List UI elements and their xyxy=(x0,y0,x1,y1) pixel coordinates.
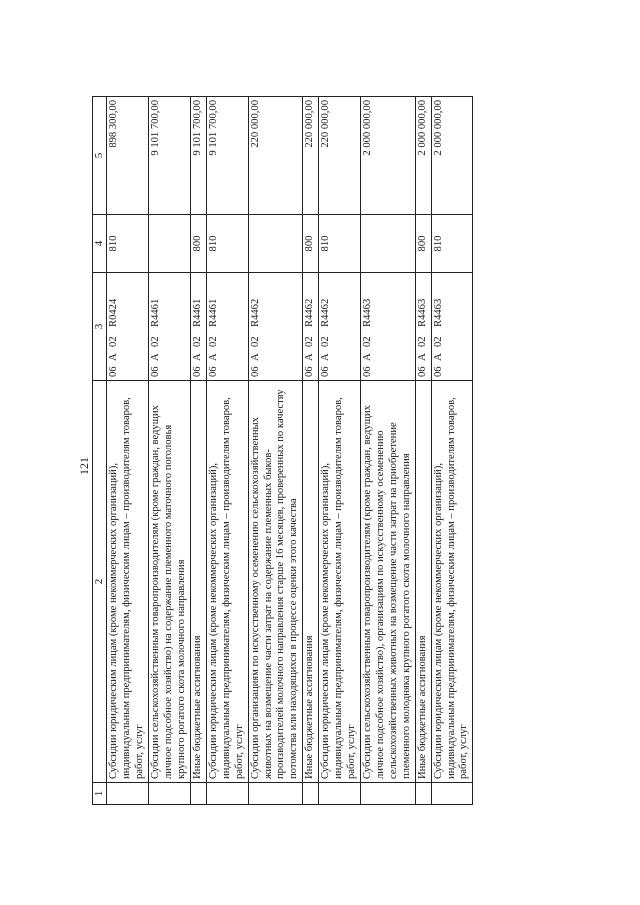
cell-expense-type xyxy=(248,215,303,273)
code-event: 02 xyxy=(320,336,332,347)
code-direction: R4463 xyxy=(416,298,428,327)
header-row xyxy=(93,97,107,805)
cell-expense-type xyxy=(415,215,431,273)
page-number: 121 xyxy=(77,457,91,475)
cell-empty xyxy=(303,783,319,805)
header-col-4: 4 xyxy=(93,215,107,273)
code-event: 02 xyxy=(249,336,261,347)
amount: 9 101 700,00 xyxy=(191,100,203,156)
cell-empty xyxy=(190,783,206,805)
cell-empty xyxy=(319,783,361,805)
amount: 2 000 000,00 xyxy=(432,100,444,156)
amount: 220 000,00 xyxy=(304,100,316,148)
budget-table xyxy=(92,96,473,805)
header-col-3: 3 xyxy=(93,273,107,381)
expense-type: 800 xyxy=(416,235,428,252)
code-program: 06 xyxy=(207,366,219,377)
table-row xyxy=(248,97,303,805)
cell-expense-type xyxy=(319,215,361,273)
code-subprogram: А xyxy=(191,353,203,361)
cell-name xyxy=(206,381,248,783)
cell-code xyxy=(206,273,248,381)
table-row xyxy=(206,97,248,805)
code-program: 06 xyxy=(416,366,428,377)
code-subprogram: А xyxy=(207,353,219,361)
cell-expense-type xyxy=(361,215,416,273)
cell-empty xyxy=(206,783,248,805)
cell-empty xyxy=(361,783,416,805)
code-event: 02 xyxy=(191,336,203,347)
cell-code xyxy=(415,273,431,381)
expense-type: 810 xyxy=(320,235,332,252)
code-program: 06 xyxy=(108,366,120,377)
table-row xyxy=(431,97,473,805)
table-body xyxy=(107,97,473,805)
amount: 898 300,00 xyxy=(108,100,120,148)
table-row xyxy=(303,97,319,805)
code-event: 02 xyxy=(416,336,428,347)
code-direction: R4462 xyxy=(249,298,261,327)
row-name: Субсидии юридическим лицам (кроме некоммерческих организаций), индивидуальным предпринимателям, физическим лицам – производителям товаров, работ, услуг xyxy=(108,397,146,779)
row-name: Иные бюджетные ассигнования xyxy=(304,635,316,779)
code-subprogram: А xyxy=(304,353,316,361)
code-program: 06 xyxy=(150,366,162,377)
cell-empty xyxy=(107,783,149,805)
amount: 220 000,00 xyxy=(320,100,332,148)
cell-amount xyxy=(361,97,416,215)
cell-expense-type xyxy=(107,215,149,273)
cell-expense-type xyxy=(206,215,248,273)
cell-name xyxy=(319,381,361,783)
expense-type: 810 xyxy=(207,235,219,252)
amount: 2 000 000,00 xyxy=(362,100,373,156)
table-row xyxy=(149,97,191,805)
cell-expense-type xyxy=(431,215,473,273)
expense-type: 800 xyxy=(191,235,203,252)
cell-amount xyxy=(303,97,319,215)
code-event: 02 xyxy=(304,336,316,347)
code-subprogram: А xyxy=(150,353,162,361)
cell-name xyxy=(149,381,191,783)
code-event: 02 xyxy=(432,336,444,347)
code-direction: R4462 xyxy=(304,298,316,327)
cell-code xyxy=(248,273,303,381)
row-name: Субсидии юридическим лицам (кроме некоммерческих организаций), индивидуальным предпринимателям, физическим лицам – производителям товаров, работ, услуг xyxy=(320,397,358,779)
cell-empty xyxy=(415,783,431,805)
cell-name xyxy=(415,381,431,783)
code-program: 06 xyxy=(320,366,332,377)
code-direction: R0424 xyxy=(108,298,120,327)
expense-type: 810 xyxy=(108,235,120,252)
cell-empty xyxy=(248,783,303,805)
code-direction: R4461 xyxy=(191,298,203,327)
row-name: Иные бюджетные ассигнования xyxy=(191,635,203,779)
cell-expense-type xyxy=(149,215,191,273)
code-subprogram: А xyxy=(108,353,120,361)
cell-name xyxy=(361,381,416,783)
amount: 9 101 700,00 xyxy=(207,100,219,156)
code-direction: R4463 xyxy=(432,298,444,327)
header-col-2: 2 xyxy=(93,381,107,783)
cell-empty xyxy=(149,783,191,805)
cell-amount xyxy=(319,97,361,215)
header-col-1: 1 xyxy=(93,783,107,805)
code-direction: R4461 xyxy=(207,298,219,327)
amount: 220 000,00 xyxy=(249,100,261,148)
cell-amount xyxy=(190,97,206,215)
cell-name xyxy=(190,381,206,783)
amount: 9 101 700,00 xyxy=(150,100,162,156)
cell-amount xyxy=(415,97,431,215)
row-name: Иные бюджетные ассигнования xyxy=(416,635,428,779)
code-subprogram: А xyxy=(320,353,332,361)
cell-code xyxy=(361,273,416,381)
cell-code xyxy=(190,273,206,381)
table-row xyxy=(190,97,206,805)
row-name: Субсидии юридическим лицам (кроме некоммерческих организаций), индивидуальным предпринимателям, физическим лицам – производителям товаров, работ, услуг xyxy=(432,397,470,779)
table-row xyxy=(361,97,416,805)
header-col-5: 5 xyxy=(93,97,107,215)
expense-type: 800 xyxy=(304,235,316,252)
row-name: Субсидии юридическим лицам (кроме некоммерческих организаций), индивидуальным предпринимателям, физическим лицам – производителям товаров, работ, услуг xyxy=(207,397,245,779)
table-row xyxy=(415,97,431,805)
cell-expense-type xyxy=(303,215,319,273)
cell-code xyxy=(303,273,319,381)
code-subprogram: А xyxy=(432,353,444,361)
cell-amount xyxy=(431,97,473,215)
code-program: 06 xyxy=(362,366,373,377)
code-subprogram: А xyxy=(249,353,261,361)
cell-name xyxy=(303,381,319,783)
row-name: Субсидии организациям по искусственному осеменению сельскохозяйственных животных на возмещение части затрат на содержание племенных быков-производителей молочного направления старше 16 месяцев, проверенных по качеству потомства или находящихся в процессе оценки этого качества xyxy=(249,389,300,779)
code-event: 02 xyxy=(150,336,162,347)
code-direction: R4463 xyxy=(362,298,373,327)
code-direction: R4461 xyxy=(150,298,162,327)
cell-code xyxy=(107,273,149,381)
code-subprogram: А xyxy=(416,353,428,361)
code-event: 02 xyxy=(207,336,219,347)
cell-name xyxy=(107,381,149,783)
cell-code xyxy=(431,273,473,381)
cell-expense-type xyxy=(190,215,206,273)
cell-amount xyxy=(149,97,191,215)
code-program: 06 xyxy=(304,366,316,377)
cell-amount xyxy=(248,97,303,215)
table-row xyxy=(319,97,361,805)
code-event: 02 xyxy=(108,336,120,347)
table-row xyxy=(107,97,149,805)
amount: 2 000 000,00 xyxy=(416,100,428,156)
expense-type: 810 xyxy=(432,235,444,252)
cell-code xyxy=(149,273,191,381)
cell-code xyxy=(319,273,361,381)
code-program: 06 xyxy=(432,366,444,377)
cell-amount xyxy=(206,97,248,215)
code-subprogram: А xyxy=(362,353,373,361)
cell-empty xyxy=(431,783,473,805)
row-name: Субсидии сельскохозяйственным товаропроизводителям (кроме граждан, ведущих личное подсобное хозяйство) на содержание племенного маточного поголовья крупного рогатого скота молочного направления xyxy=(150,405,188,779)
code-event: 02 xyxy=(362,336,373,347)
row-name: Субсидии сельскохозяйственным товаропроизводителям (кроме граждан, ведущих личное подсобное хозяйство), организациям по искусственному осеменению сельскохозяйственных животных на возмещение части затрат на приобретение племенного молодняка крупного рогатого скота молочного направления xyxy=(362,405,412,779)
cell-amount xyxy=(107,97,149,215)
code-program: 06 xyxy=(191,366,203,377)
cell-name xyxy=(431,381,473,783)
code-direction: R4462 xyxy=(320,298,332,327)
code-program: 06 xyxy=(249,366,261,377)
cell-name xyxy=(248,381,303,783)
